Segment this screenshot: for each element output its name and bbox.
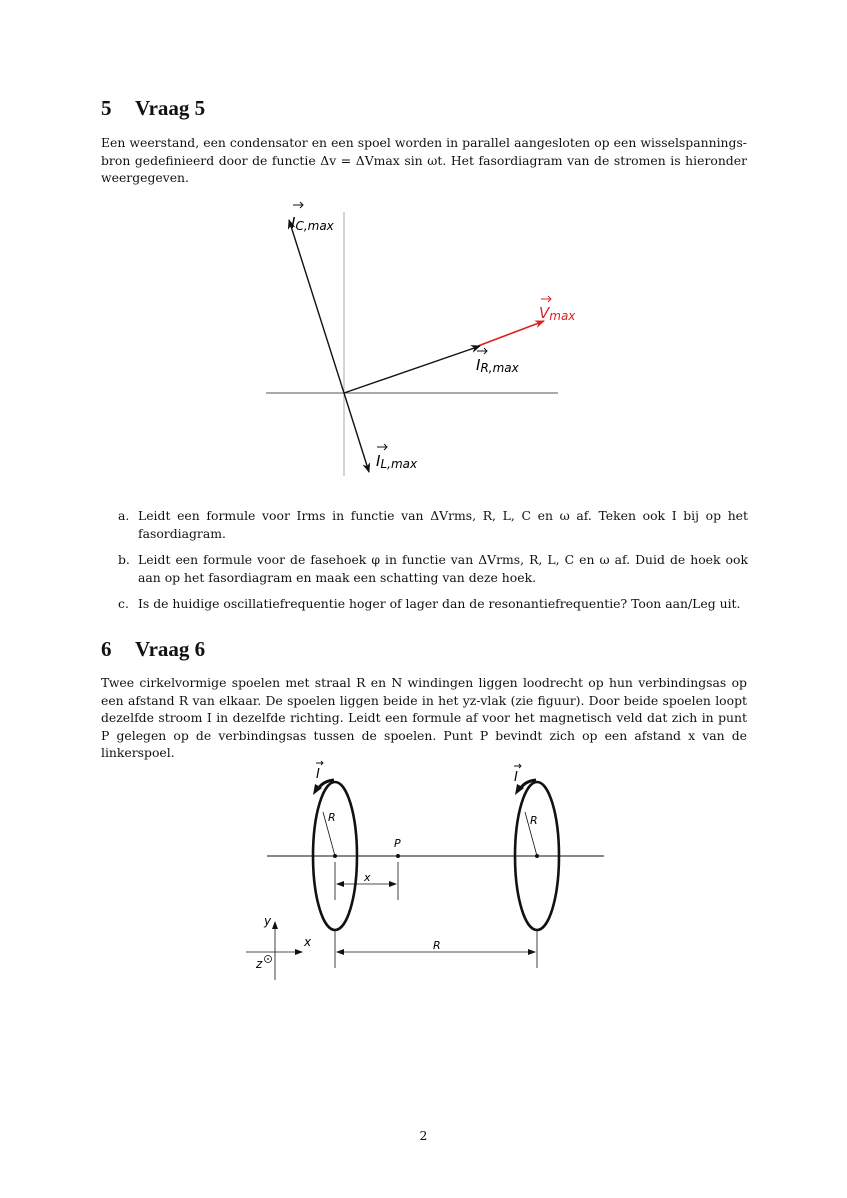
section-number: 5	[101, 96, 112, 120]
question-6-intro: Twee cirkelvormige spoelen met straal R en N windingen liggen loodrecht op hun verbindingsas op een afstand R van elkaar. De spoelen liggen beide in het yz-vlak (zie figuur). Door beide spoelen loopt dezelfde stroom I in dezelfde richting. Leidt een formule af voor het magnetisch veld dat zich in punt P gelegen op de verbindingsas tussen de spoelen. Punt P bevindt zich op een afstand x van de linkerspoel.	[101, 675, 747, 761]
item-label: c.	[118, 596, 129, 612]
question-5-intro: Een weerstand, een condensator en een spoel worden in parallel aangesloten op een wisselspannings-bron gedefinieerd door de functie Δv = ΔVmax sin ωt. Het fasordiagram van de stromen is hieronder weergegeven.	[101, 135, 747, 186]
item-label: b.	[118, 552, 130, 568]
svg-text:IL,max: IL,max	[376, 452, 418, 471]
coordinate-axes	[246, 922, 302, 980]
label-x-dim: x	[364, 871, 371, 884]
label-p: P	[394, 837, 401, 850]
label-r-dim: R	[433, 939, 441, 952]
page-number: 2	[419, 1128, 428, 1143]
label-axis-z: z	[256, 957, 263, 971]
label-r-left: R	[328, 811, 336, 824]
item-text: Leidt een formule voor de fasehoek φ in functie van ΔVrms, R, L, C en ω af. Duid de hoek ook aan op het fasordiagram en maak een schatting van deze hoek.	[138, 552, 748, 585]
label-i-right: I	[514, 770, 518, 785]
section-title: Vraag 6	[135, 637, 206, 661]
item-label: a.	[118, 508, 130, 523]
label-r-right: R	[530, 814, 538, 827]
svg-text:IR,max: IR,max	[476, 356, 519, 375]
section-number: 6	[101, 637, 112, 661]
item-text: Leidt een formule voor Irms in functie van ΔVrms, R, L, C en ω af. Teken ook I bij op het fasordiagram.	[138, 508, 748, 541]
item-text: Is de huidige oscillatiefrequentie hoger of lager dan de resonantiefrequentie? Toon aan/Leg uit.	[138, 596, 741, 612]
section-title: Vraag 5	[135, 96, 206, 120]
label-axis-x: x	[304, 935, 312, 949]
label-i-left: I	[316, 767, 320, 782]
svg-text:IC,max: IC,max	[291, 214, 334, 233]
label-axis-y: y	[264, 914, 272, 928]
point-p	[396, 854, 400, 858]
svg-text:Vmax: Vmax	[539, 304, 576, 323]
